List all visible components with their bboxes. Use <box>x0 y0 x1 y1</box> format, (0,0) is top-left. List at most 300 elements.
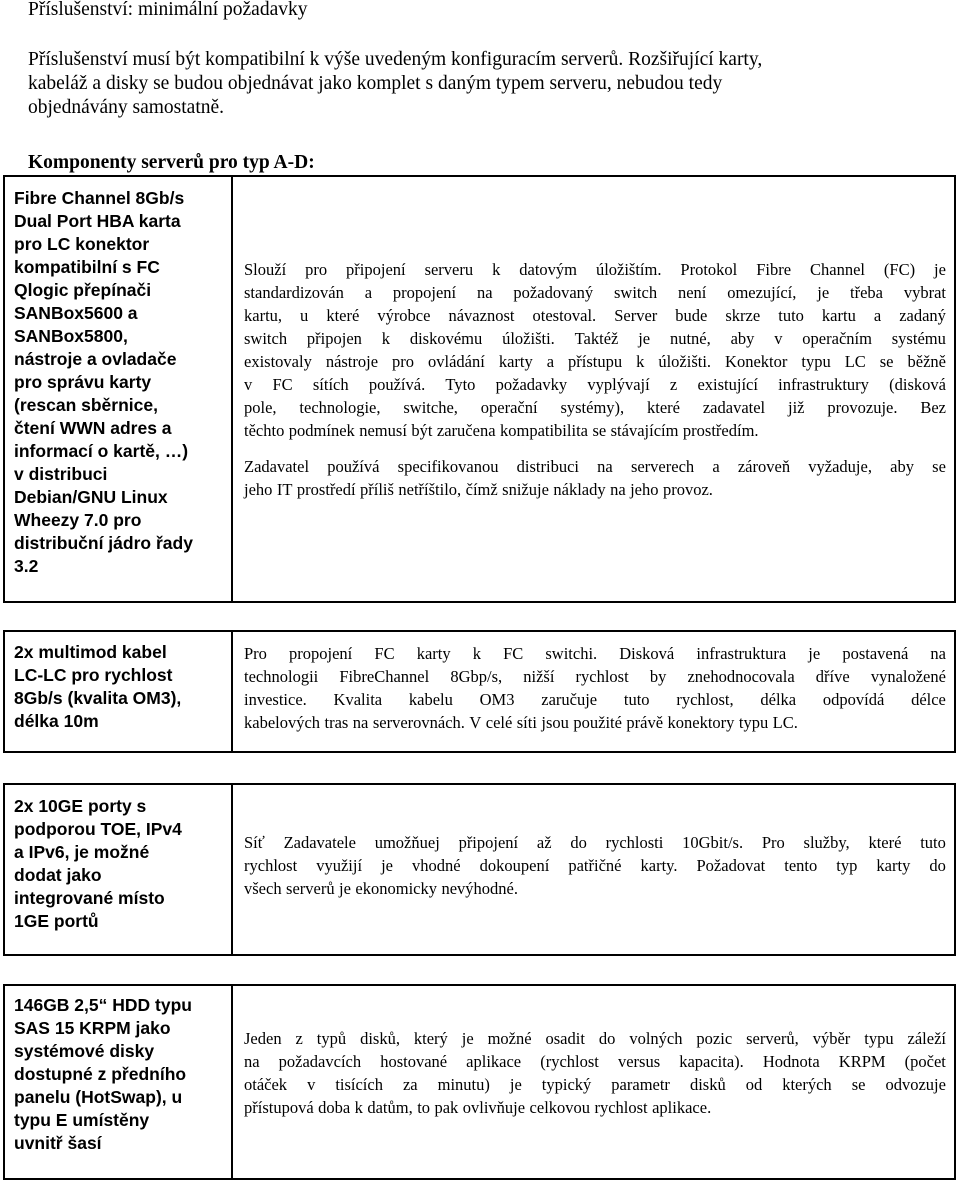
word: připojení <box>458 833 519 852</box>
word: omezující, <box>727 283 797 302</box>
word: vhodné <box>412 856 461 875</box>
word: těchto <box>244 421 285 440</box>
word: technologie, <box>299 398 381 417</box>
word: třeba <box>850 283 883 302</box>
word: typu <box>864 1029 894 1048</box>
word: FC <box>272 375 293 394</box>
component-line: SAS 15 KRPM jako <box>14 1018 171 1038</box>
word: Server <box>614 306 658 325</box>
word: které <box>326 306 360 325</box>
component-line: panelu (HotSwap), u <box>14 1087 183 1107</box>
word: systému <box>891 329 946 348</box>
word: je <box>808 644 821 663</box>
word: ekonomicky <box>355 879 437 898</box>
word: délce <box>911 690 946 709</box>
word: 8Gbp/s, <box>450 667 503 686</box>
paragraph-line <box>244 688 946 711</box>
word: Pro <box>244 644 267 663</box>
word: čímž <box>465 480 498 499</box>
paragraph-line <box>244 877 946 900</box>
component-name <box>14 795 228 933</box>
component-name <box>14 187 228 578</box>
word: až <box>536 833 552 852</box>
word: dříve <box>815 667 850 686</box>
component-line: informací o kartě, …) <box>14 441 189 461</box>
paragraph-line <box>244 1027 946 1050</box>
component-justification <box>244 258 946 501</box>
word: použité <box>573 713 622 732</box>
word: serverů <box>286 879 335 898</box>
word: Zadavatel <box>244 457 310 476</box>
justification-paragraph <box>244 1027 946 1119</box>
word: se <box>851 1075 866 1094</box>
word: serverovnách. <box>372 713 465 732</box>
paragraph-line <box>244 419 946 442</box>
word: pole, <box>244 398 277 417</box>
word: návaznost <box>448 306 515 325</box>
word: aby <box>730 329 755 348</box>
word: nižší <box>523 667 555 686</box>
component-line: 2x 10GE porty s <box>14 796 147 816</box>
word: infrastruktura <box>696 644 787 663</box>
paragraph-line <box>244 258 946 281</box>
word: Síť <box>244 833 265 852</box>
cell-divider <box>231 632 233 751</box>
component-line: 2x multimod kabel <box>14 642 167 662</box>
component-line: (rescan sběrnice, <box>14 395 158 415</box>
page-title: Příslušenství: minimální požadavky <box>28 0 308 20</box>
component-line: a IPv6, je možné <box>14 842 150 862</box>
word: Požadovat <box>696 856 766 875</box>
word: právě <box>626 713 664 732</box>
word: se <box>592 421 607 440</box>
word: vyžaduje, <box>808 457 872 476</box>
word: tuto <box>623 690 650 709</box>
word: kabelu <box>408 690 453 709</box>
paragraph-line <box>244 281 946 304</box>
word: Hodnota <box>762 1052 820 1071</box>
word: tisících <box>335 1075 383 1094</box>
word: infrastruktury <box>778 375 869 394</box>
paragraph-line <box>244 642 946 665</box>
word: tuto <box>778 306 804 325</box>
word: znehodnocovala <box>687 667 795 686</box>
word: není <box>677 283 707 302</box>
component-line: 1GE portů <box>14 911 99 931</box>
word: parametr <box>611 1075 670 1094</box>
word: typů <box>316 1029 347 1048</box>
word: operační <box>480 398 538 417</box>
word: typu <box>801 352 831 371</box>
word: (disková <box>889 375 946 394</box>
paragraph-line <box>244 396 946 419</box>
word: k <box>472 644 481 663</box>
word: typ <box>836 856 858 875</box>
word: disků <box>689 1075 726 1094</box>
component-line: systémové disky <box>14 1041 155 1061</box>
word: distribuci <box>516 457 579 476</box>
word: k <box>381 329 390 348</box>
word: který <box>413 1029 448 1048</box>
paragraph-line <box>244 478 946 501</box>
word: aplikace. <box>652 1098 712 1117</box>
word: karty <box>416 644 451 663</box>
component-line: SANBox5800, <box>14 326 128 346</box>
word: IT <box>276 480 293 499</box>
word: (FC) <box>883 260 916 279</box>
word: jeho <box>630 480 659 499</box>
word: versus <box>617 1052 661 1071</box>
word: k <box>492 260 501 279</box>
word: propojení <box>392 283 457 302</box>
paragraph-line <box>244 711 946 734</box>
word: již <box>788 398 805 417</box>
word: využijí <box>316 856 363 875</box>
word: tento <box>784 856 818 875</box>
word: nevýhodné. <box>441 879 518 898</box>
word: Channel <box>809 260 865 279</box>
word: do <box>598 1029 616 1048</box>
word: tras <box>324 713 349 732</box>
word: požadovaný <box>513 283 594 302</box>
word: zároveň <box>737 457 791 476</box>
word: karty. <box>640 856 678 875</box>
word: disků, <box>360 1029 400 1048</box>
component-line: dostupné z předního <box>14 1064 187 1084</box>
intro-line: objednávány samostatně. <box>28 97 225 118</box>
word: prostředí <box>296 480 356 499</box>
word: switche, <box>403 398 458 417</box>
word: provozuje. <box>827 398 898 417</box>
word: Tyto <box>445 375 476 394</box>
paragraph-line <box>244 455 946 478</box>
word: (rychlost <box>540 1052 599 1071</box>
word: a <box>712 457 720 476</box>
justification-paragraph <box>244 642 946 734</box>
word: by <box>649 667 667 686</box>
word: nemusí <box>359 421 407 440</box>
word: je <box>461 1029 474 1048</box>
word: FC <box>374 644 395 663</box>
word: stávajícím <box>610 421 679 440</box>
word: investice. <box>244 690 307 709</box>
word: se <box>932 457 946 476</box>
cell-divider <box>231 986 233 1178</box>
component-line: nástroje a ovladače <box>14 349 177 369</box>
word: a <box>546 352 555 371</box>
component-line: kompatibilní s FC <box>14 257 160 277</box>
component-line: podporou TOE, IPv4 <box>14 819 182 839</box>
word: kartu, <box>244 306 283 325</box>
word: které <box>647 398 680 417</box>
paragraph-line <box>244 304 946 327</box>
word: přístupová <box>244 1098 314 1117</box>
word: úložišti. <box>658 352 712 371</box>
word: úložišti. <box>502 329 555 348</box>
component-line: délka 10m <box>14 711 99 731</box>
word: existující <box>697 375 758 394</box>
word: nutné, <box>669 329 711 348</box>
paragraph-line <box>244 1050 946 1073</box>
paragraph-line <box>244 373 946 396</box>
word: pak <box>434 1098 459 1117</box>
word: prostředím. <box>682 421 759 440</box>
word: rychlost <box>575 667 629 686</box>
component-line: typu E umístěny <box>14 1110 150 1130</box>
component-line: LC-LC pro rychlost <box>14 665 173 685</box>
word: požadavky <box>495 375 568 394</box>
word: je <box>509 1075 522 1094</box>
word: kabelových <box>244 713 321 732</box>
word: Pro <box>761 833 785 852</box>
word: v <box>244 375 253 394</box>
section-heading: Komponenty serverů pro typ A-D: <box>28 152 315 173</box>
word: diskovému <box>409 329 483 348</box>
component-row-10ge-ports <box>3 783 956 956</box>
word: serveru <box>424 260 474 279</box>
word: požadavcích <box>278 1052 362 1071</box>
word: kompatibilita <box>499 421 588 440</box>
word: výrobce <box>377 306 431 325</box>
word: celé <box>485 713 513 732</box>
component-line: 8Gb/s (kvalita OM3), <box>14 688 182 708</box>
component-row-hdd <box>3 984 956 1180</box>
word: na <box>610 480 626 499</box>
word: do <box>929 856 946 875</box>
component-name <box>14 994 228 1155</box>
justification-paragraph <box>244 455 946 501</box>
word: netříštilo, <box>398 480 462 499</box>
component-line: SANBox5600 a <box>14 303 138 323</box>
word: za <box>402 1075 418 1094</box>
word: a <box>364 283 373 302</box>
word: být <box>411 421 433 440</box>
word: ovládání <box>428 352 485 371</box>
word: minutu) <box>437 1075 490 1094</box>
paragraph-gap <box>244 442 946 455</box>
cell-divider <box>231 785 233 954</box>
word: LC <box>844 352 866 371</box>
component-row-fc-hba <box>3 175 956 603</box>
word: 10Gbit/s. <box>682 833 744 852</box>
intro-line: kabeláž a disky se budou objednávat jako komplet s daným typem serveru, nebudou tedy <box>28 73 723 94</box>
word: používá <box>327 457 380 476</box>
word: možné <box>487 1029 532 1048</box>
word: systémy), <box>560 398 625 417</box>
cell-divider <box>231 177 233 601</box>
word: karty <box>498 352 533 371</box>
word: FC <box>503 644 524 663</box>
word: jeho <box>244 480 273 499</box>
word: je <box>817 283 830 302</box>
paragraph-line <box>244 831 946 854</box>
word: OM3 <box>479 690 515 709</box>
word: které <box>868 833 902 852</box>
word: k <box>636 352 645 371</box>
component-line: Wheezy 7.0 pro <box>14 510 142 530</box>
word: standardizován <box>244 283 344 302</box>
word: dokoupení <box>479 856 550 875</box>
word: Jeden <box>244 1029 282 1048</box>
word: technologii <box>244 667 319 686</box>
word: doba <box>318 1098 351 1117</box>
word: používá. <box>368 375 426 394</box>
word: kartu <box>821 306 856 325</box>
word: zadaný <box>899 306 946 325</box>
word: je <box>934 260 946 279</box>
justification-paragraph <box>244 831 946 900</box>
component-line: Debian/GNU Linux <box>14 487 168 507</box>
word: postavená <box>842 644 909 663</box>
word: Zadavatele <box>283 833 356 852</box>
word: provoz. <box>662 480 713 499</box>
word: Taktéž <box>574 329 619 348</box>
word: odpovídá <box>822 690 885 709</box>
word: pozic <box>696 1029 733 1048</box>
word: V <box>469 713 482 732</box>
word: z <box>295 1029 303 1048</box>
word: připojen <box>306 329 362 348</box>
word: pro <box>305 260 328 279</box>
word: kapacita). <box>679 1052 744 1071</box>
word: nástroje <box>325 352 379 371</box>
component-line: pro správu karty <box>14 372 152 392</box>
word: aby <box>890 457 914 476</box>
word: rychlost <box>594 1098 648 1117</box>
word: jsou <box>541 713 569 732</box>
word: na <box>930 644 946 663</box>
word: hostované <box>380 1052 448 1071</box>
word: switch <box>614 283 658 302</box>
word: otáček <box>244 1075 288 1094</box>
justification-paragraph <box>244 258 946 442</box>
word: vybrat <box>903 283 946 302</box>
word: typický <box>541 1075 592 1094</box>
component-justification <box>244 831 946 900</box>
paragraph-line <box>244 327 946 350</box>
word: na <box>352 713 369 732</box>
word: je <box>638 329 651 348</box>
component-line: uvnitř šasí <box>14 1133 102 1153</box>
word: úložištím. <box>595 260 662 279</box>
word: serverech <box>630 457 695 476</box>
component-line: 3.2 <box>14 556 39 576</box>
word: Kvalita <box>333 690 383 709</box>
paragraph-line <box>244 854 946 877</box>
component-line: čtení WWN adres a <box>14 418 172 438</box>
word: otestoval. <box>532 306 597 325</box>
component-line: Dual Port HBA karta <box>14 211 181 231</box>
component-row-om3-cable <box>3 630 956 753</box>
word: volných <box>629 1029 683 1048</box>
word: v <box>307 1075 316 1094</box>
word: tuto <box>920 833 946 852</box>
word: (počet <box>904 1052 946 1071</box>
word: na <box>244 1052 260 1071</box>
word: od <box>745 1075 763 1094</box>
word: běžně <box>907 352 946 371</box>
word: serverů, <box>746 1029 799 1048</box>
word: délka <box>760 690 797 709</box>
word: operačním <box>802 329 872 348</box>
word: snižuje <box>502 480 549 499</box>
word: vynaložené <box>870 667 946 686</box>
word: datům, <box>367 1098 413 1117</box>
word: switch <box>244 329 288 348</box>
word: zaručena <box>436 421 496 440</box>
word: je <box>339 879 351 898</box>
word: Protokol <box>680 260 738 279</box>
word: na <box>597 457 613 476</box>
word: aplikace <box>466 1052 522 1071</box>
component-line: Fibre Channel 8Gb/s <box>14 188 185 208</box>
word: u <box>300 306 309 325</box>
word: výběr <box>812 1029 851 1048</box>
word: typu <box>738 713 769 732</box>
paragraph-line <box>244 1073 946 1096</box>
word: a <box>873 306 882 325</box>
word: ovlivňuje <box>462 1098 526 1117</box>
word: konektory <box>667 713 735 732</box>
word: odvozuje <box>885 1075 946 1094</box>
word: Konektor <box>725 352 788 371</box>
component-line: v distribuci <box>14 464 108 484</box>
component-line: Qlogic přepínači <box>14 280 152 300</box>
word: rychlost, <box>676 690 734 709</box>
component-justification <box>244 642 946 734</box>
word: skrze <box>725 306 761 325</box>
word: v <box>774 329 783 348</box>
word: KRPM <box>838 1052 886 1071</box>
word: náklady <box>553 480 606 499</box>
word: připojení <box>346 260 406 279</box>
intro-paragraph <box>28 48 928 120</box>
component-line: integrované místo <box>14 888 165 908</box>
word: na <box>477 283 493 302</box>
component-line: 146GB 2,5“ HDD typu <box>14 995 192 1015</box>
word: bude <box>675 306 708 325</box>
component-justification <box>244 1027 946 1119</box>
word: pro <box>392 352 415 371</box>
word: Disková <box>619 644 675 663</box>
word: kterých <box>782 1075 832 1094</box>
word: síti <box>516 713 537 732</box>
word: celkovou <box>529 1098 591 1117</box>
word: z <box>669 375 678 394</box>
word: specifikovanou <box>397 457 499 476</box>
component-name <box>14 641 228 733</box>
word: propojení <box>289 644 353 663</box>
word: přístupu <box>568 352 623 371</box>
word: zaručuje <box>541 690 598 709</box>
word: osadit <box>545 1029 585 1048</box>
paragraph-line <box>244 1096 946 1119</box>
word: zadavatel <box>702 398 766 417</box>
word: existovaly <box>244 352 312 371</box>
component-line: pro LC konektor <box>14 234 150 254</box>
word: LC. <box>772 713 798 732</box>
word: všech <box>244 879 282 898</box>
word: služby, <box>803 833 850 852</box>
word: se <box>879 352 894 371</box>
word: patřičné <box>568 856 622 875</box>
paragraph-line <box>244 350 946 373</box>
component-line: dodat jako <box>14 865 102 885</box>
word: datovým <box>519 260 577 279</box>
intro-line: Příslušenství musí být kompatibilní k výše uvedeným konfiguracím serverů. Rozšiřující karty, <box>28 49 763 70</box>
word: rychlosti <box>605 833 664 852</box>
word: rychlost <box>244 856 298 875</box>
